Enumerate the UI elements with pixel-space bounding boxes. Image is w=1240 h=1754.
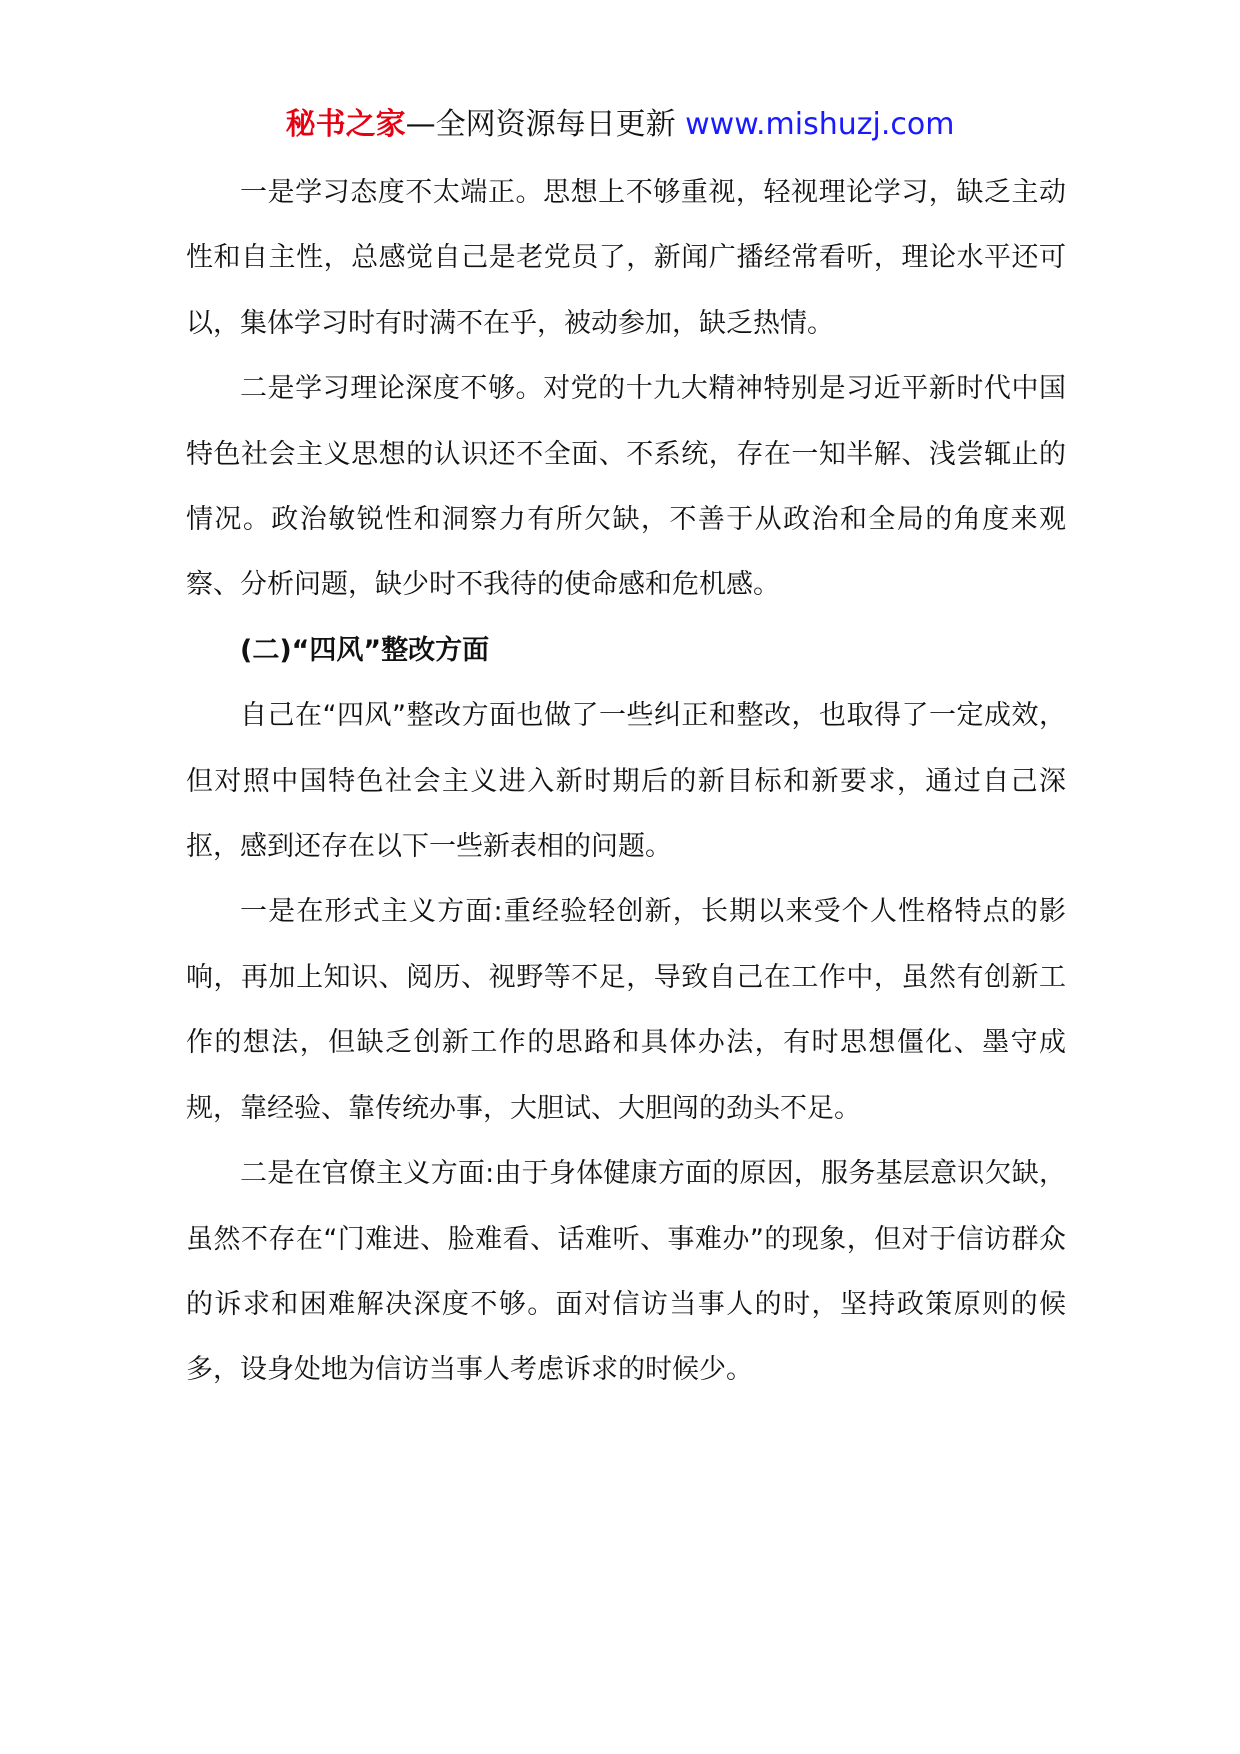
page-header bbox=[0, 102, 1240, 148]
paragraph-bureaucratism: 二是在官僚主义方面:由于身体健康方面的原因，服务基层意识欠缺，虽然不存在“门难进、脸难看、话难听、事难办”的现象，但对于信访群众的诉求和困难解决深度不够。面对信访当事人的时，坚持政策原则的候多，设身处地为信访当事人考虑诉求的时候少。 bbox=[186, 1158, 1066, 1386]
document-body bbox=[186, 160, 1066, 1403]
paragraph-study-attitude: 一是学习态度不太端正。思想上不够重视，轻视理论学习，缺乏主动性和自主性，总感觉自己是老党员了，新闻广播经常看听，理论水平还可以，集体学习时有时满不在乎，被动参加，缺乏热情。 bbox=[186, 177, 1066, 339]
brand-name: 秘书之家 bbox=[285, 107, 406, 142]
header-tagline: —全网资源每日更新 bbox=[405, 107, 686, 142]
paragraph-theory-depth: 二是学习理论深度不够。对党的十九大精神特别是习近平新时代中国特色社会主义思想的认识还不全面、不系统，存在一知半解、浅尝辄止的情况。政治敏锐性和洞察力有所欠缺，不善于从政治和全局的角度来观察、分析问题，缺少时不我待的使命感和危机感。 bbox=[186, 373, 1066, 601]
paragraph-four-winds-intro: 自己在“四风”整改方面也做了一些纠正和整改，也取得了一定成效，但对照中国特色社会主义进入新时期后的新目标和新要求，通过自己深抠，感到还存在以下一些新表相的问题。 bbox=[186, 700, 1066, 863]
site-url-link[interactable]: www.mishuzj.com bbox=[685, 107, 955, 142]
paragraph-formalism: 一是在形式主义方面:重经验轻创新，长期以来受个人性格特点的影响，再加上知识、阅历、视野等不足，导致自己在工作中，虽然有创新工作的想法，但缺乏创新工作的思路和具体办法，有时思想僵化、墨守成规，靠经验、靠传统办事，大胆试、大胆闯的劲头不足。 bbox=[186, 896, 1066, 1124]
section-heading-four-winds: (二)“四风”整改方面 bbox=[240, 634, 490, 666]
